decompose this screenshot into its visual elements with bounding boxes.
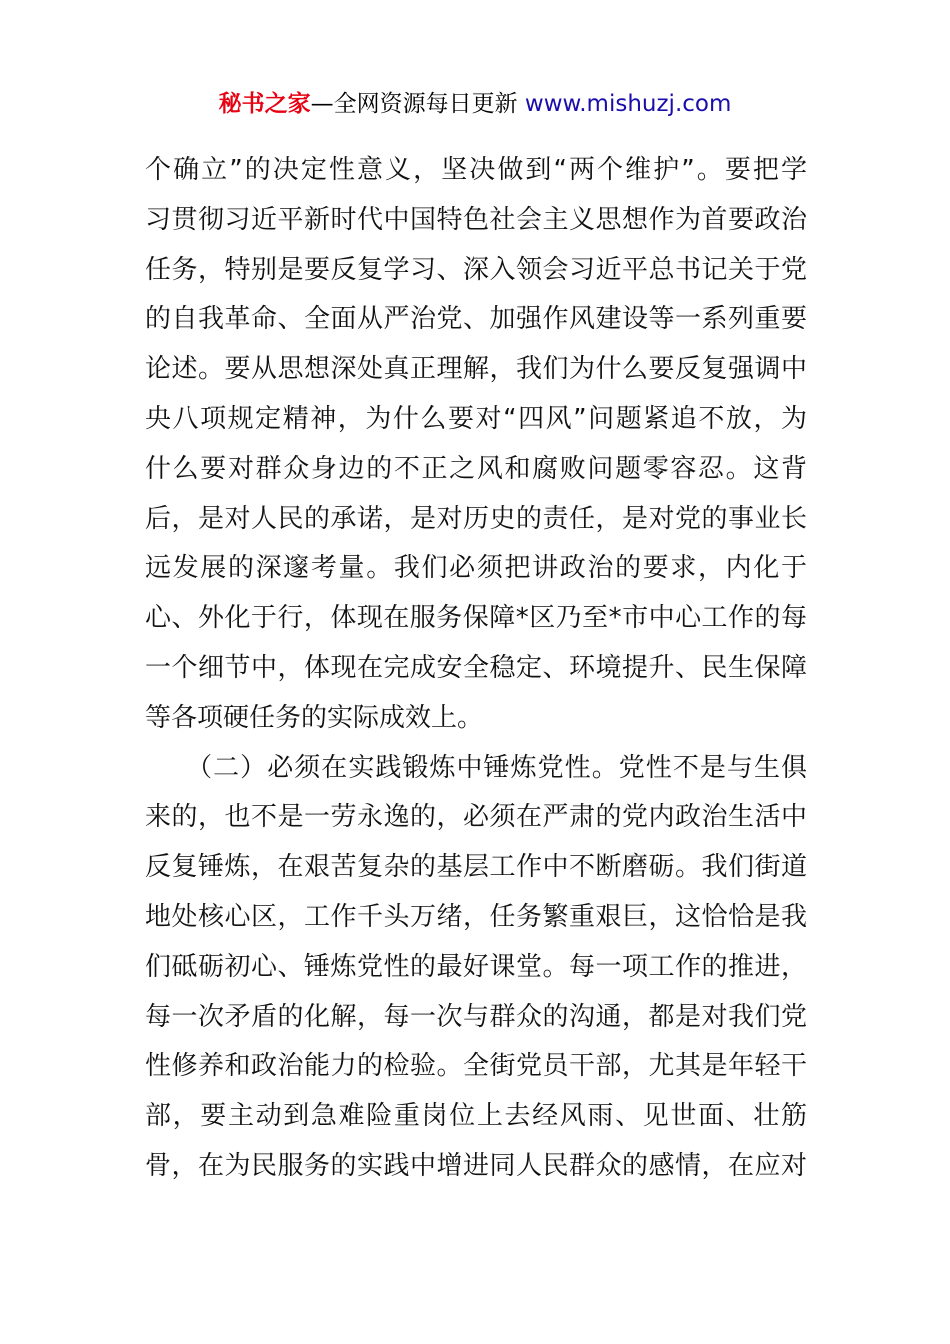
- text-line: 习贯彻习近平新时代中国特色社会主义思想作为首要政治: [145, 204, 807, 235]
- header-dash: —: [310, 91, 334, 117]
- text-line: 心、外化于行，体现在服务保障*区乃至*市中心工作的每: [145, 603, 807, 634]
- text-line: （二）必须在实践锻炼中锤炼党性。党性不是与生俱: [145, 752, 807, 783]
- text-line: 等各项硬任务的实际成效上。: [145, 702, 484, 733]
- text-line: 一个细节中，体现在完成安全稳定、环境提升、民生保障: [145, 652, 807, 683]
- site-brand: 秘书之家: [218, 91, 311, 117]
- header-slogan: 全网资源每日更新: [333, 91, 525, 117]
- text-line: 远发展的深邃考量。我们必须把讲政治的要求，内化于: [145, 553, 807, 584]
- text-line: 任务，特别是要反复学习、深入领会习近平总书记关于党: [145, 254, 807, 285]
- text-line: 论述。要从思想深处真正理解，我们为什么要反复强调中: [145, 354, 807, 385]
- text-line: 们砥砺初心、锤炼党性的最好课堂。每一项工作的推进，: [145, 951, 807, 982]
- document-body: [145, 146, 807, 1192]
- text-line: 反复锤炼，在艰苦复杂的基层工作中不断磨砺。我们街道: [145, 852, 807, 883]
- text-line: 地处核心区，工作千头万绪，任务繁重艰巨，这恰恰是我: [145, 901, 807, 932]
- page-header: [0, 88, 950, 120]
- text-line: 性修养和政治能力的检验。全街党员干部，尤其是年轻干: [145, 1051, 807, 1082]
- text-line: 的自我革命、全面从严治党、加强作风建设等一系列重要: [145, 304, 807, 335]
- text-line: 来的，也不是一劳永逸的，必须在严肃的党内政治生活中: [145, 802, 807, 833]
- text-line: 骨，在为民服务的实践中增进同人民群众的感情，在应对: [145, 1150, 807, 1181]
- text-line: 央八项规定精神，为什么要对“四风”问题紧追不放，为: [145, 403, 807, 434]
- text-line: 部，要主动到急难险重岗位上去经风雨、见世面、壮筋: [145, 1101, 807, 1132]
- text-line: 个确立”的决定性意义，坚决做到“两个维护”。要把学: [145, 155, 807, 185]
- text-line: 什么要对群众身边的不正之风和腐败问题零容忍。这背: [145, 453, 807, 484]
- text-line: 后，是对人民的承诺，是对历史的责任，是对党的事业长: [145, 503, 807, 534]
- site-url-link[interactable]: www.mishuzj.com: [524, 91, 732, 117]
- text-line: 每一次矛盾的化解，每一次与群众的沟通，都是对我们党: [145, 1001, 807, 1032]
